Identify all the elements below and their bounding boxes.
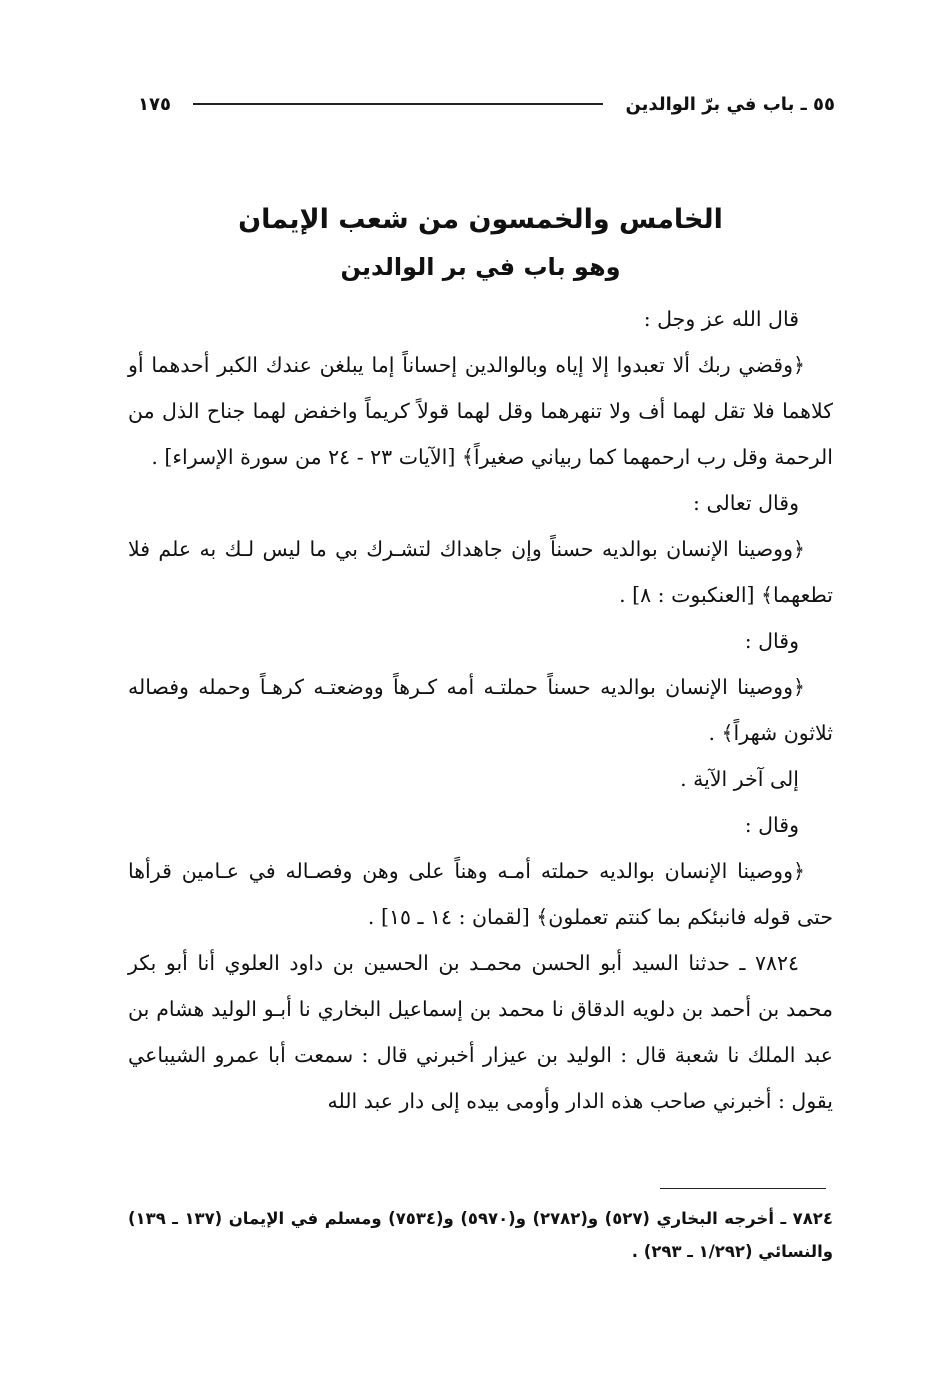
page-number: ١٧٥ — [138, 93, 171, 115]
running-header — [138, 86, 835, 122]
intro-line: وقال : — [744, 813, 799, 837]
verse-paragraph: ﴿ووصينا الإنسان بوالديه حسناً وإن جاهداك لتشـرك بي ما ليس لـك به علم فلا تطعهما﴾ [العنكبوت : ٨] . — [128, 537, 833, 607]
main-text — [128, 196, 833, 1124]
chapter-title: ٥٥ ـ باب في برّ الوالدين — [625, 93, 835, 115]
verse-paragraph: ﴿ووصينا الإنسان بوالديه حملته أمـه وهناً على وهن وفصـاله في عـامين قرأها حتى قوله فانبئكم بما كنتم تعملون﴾ [لقمان : ١٤ ـ ١٥] . — [128, 859, 833, 929]
section-title: الخامس والخمسون من شعب الإيمان — [238, 204, 723, 235]
footnote-divider — [660, 1188, 826, 1189]
verse-paragraph: ﴿ووصينا الإنسان بوالديه حسناً حملتـه أمه كـرهاً ووضعتـه كرهـاً وحمله وفصاله ثلاثون شهراً﴾ . — [128, 675, 833, 745]
intro-line: قال الله عز وجل : — [643, 307, 799, 331]
intro-line: وقال تعالى : — [693, 491, 799, 515]
footnote: ٧٨٢٤ ـ أخرجه البخاري (٥٢٧) و(٢٧٨٢) و(٥٩٧٠) و(٧٥٣٤) ومسلم في الإيمان (١٣٧ ـ ١٣٩) والنسائي (١/٢٩٢ ـ ٢٩٣) . — [128, 1209, 833, 1261]
verse-paragraph: ﴿وقضي ربك ألا تعبدوا إلا إياه وبالوالدين إحساناً إما يبلغن عندك الكبر أحدهما أو كلاهما فلا تقل لهما أف ولا تنهرهما وقل لهما قولاً كريماً واخفض لهما جناح الذل من الرحمة وقل رب ارحمهما كما ربياني صغيراً﴾ [الآيات ٢٣ - ٢٤ من سورة الإسراء] . — [128, 353, 833, 469]
hadith-paragraph: ٧٨٢٤ ـ حدثنا السيد أبو الحسن محمـد بن الحسين بن داود العلوي أنا أبو بكر محمد بن أحمد بن دلويه الدقاق نا محمد بن إسماعيل البخاري نا أبـو الوليد هشام بن عبد الملك نا شعبة قال : الوليد بن عيزار أخبرني قال : سمعت أبا عمرو الشيباعي يقول : أخبرني صاحب هذه الدار وأومى بيده إلى دار عبد الله — [128, 951, 833, 1113]
section-subtitle: وهو باب في بر الوالدين — [340, 253, 621, 281]
intro-line: إلى آخر الآية . — [680, 767, 799, 791]
intro-line: وقال : — [744, 629, 799, 653]
header-rule — [193, 103, 604, 105]
